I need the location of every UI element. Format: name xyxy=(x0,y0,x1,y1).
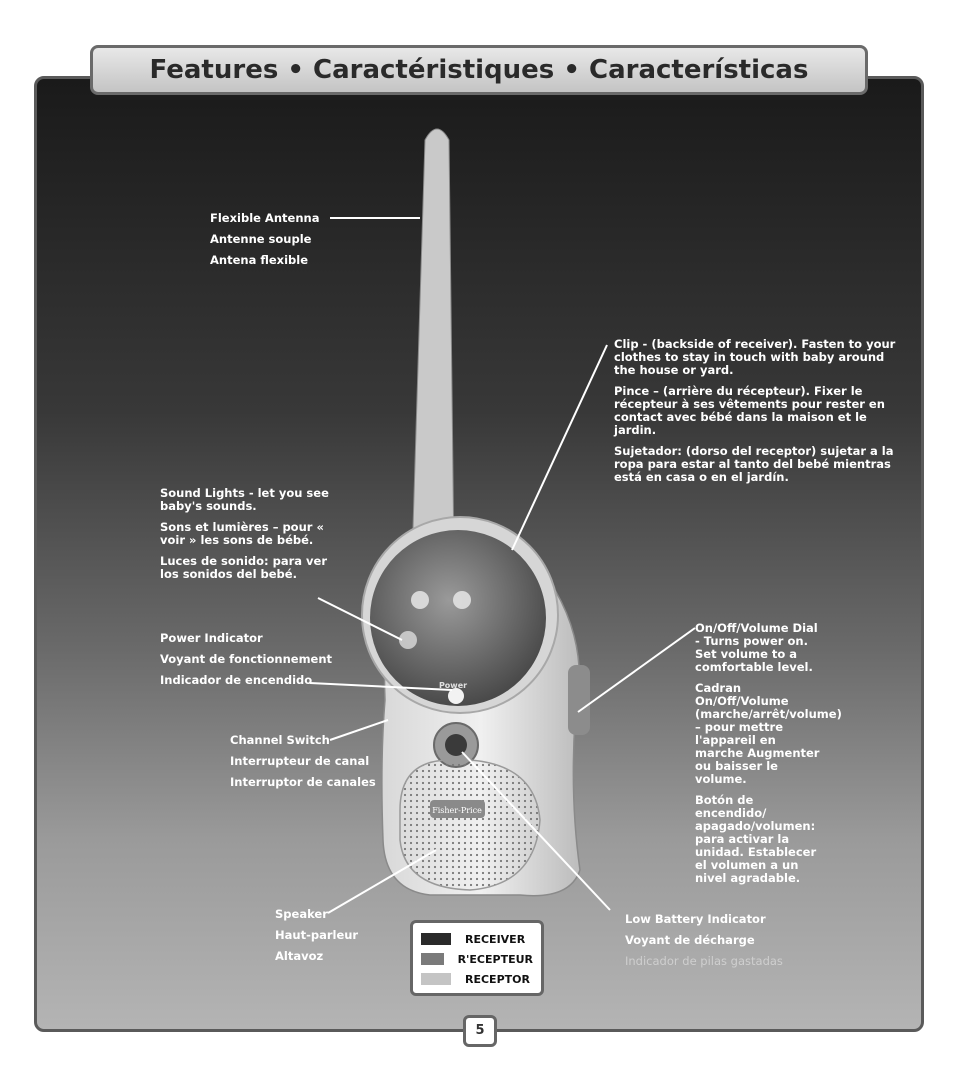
power-fr: Voyant de fonctionnement xyxy=(160,652,333,666)
legend-swatch xyxy=(421,953,444,965)
dial-es: Botón de encendido/ apagado/volumen: para activar la unidad. Establecer el volumen a un nivel agradable. xyxy=(695,793,817,885)
brand-text: Fisher-Price xyxy=(432,806,482,815)
legend-label: RECEPTOR xyxy=(465,972,530,986)
legend-swatch xyxy=(421,933,451,945)
label-clip xyxy=(614,338,899,492)
label-channel xyxy=(230,734,380,797)
speaker-grille xyxy=(400,760,540,890)
sound-light-2 xyxy=(453,591,471,609)
label-battery xyxy=(625,913,825,976)
sound-light-1 xyxy=(411,591,429,609)
antenna-es: Antena flexible xyxy=(210,253,308,267)
clip-fr: Pince – (arrière du récepteur). Fixer le récepteur à ses vêtements pour rester en contact avec bébé dans la maison et le jardin. xyxy=(614,384,885,437)
speaker-en: Speaker xyxy=(275,907,328,921)
sound-en: Sound Lights - let you see baby's sounds. xyxy=(160,486,329,513)
power-en: Power Indicator xyxy=(160,631,263,645)
volume-dial-shape xyxy=(568,665,590,735)
clip-en: Clip - (backside of receiver). Fasten to your clothes to stay in touch with baby around the house or yard. xyxy=(614,337,896,377)
page-title: Features • Caractéristiques • Características xyxy=(90,45,868,95)
antenna-en: Flexible Antenna xyxy=(210,211,320,225)
legend-row-receptor xyxy=(421,969,533,989)
color-legend xyxy=(410,920,544,996)
power-text: Power xyxy=(438,681,468,690)
clip-es: Sujetador: (dorso del receptor) sujetar a la ropa para estar al tanto del bebé mientras está en casa o en el jardín. xyxy=(614,444,894,484)
channel-es: Interruptor de canales xyxy=(230,775,376,789)
legend-row-receiver xyxy=(421,929,533,949)
legend-row-recepteur xyxy=(421,949,533,969)
battery-fr: Voyant de décharge xyxy=(625,933,755,947)
speaker-fr: Haut-parleur xyxy=(275,928,359,942)
battery-en: Low Battery Indicator xyxy=(625,912,766,926)
legend-label: R'ECEPTEUR xyxy=(457,952,533,966)
antenna-fr: Antenne souple xyxy=(210,232,312,246)
channel-fr: Interrupteur de canal xyxy=(230,754,370,768)
label-speaker xyxy=(275,908,375,971)
speaker-es: Altavoz xyxy=(275,949,324,963)
sound-fr: Sons et lumières – pour « voir » les sons de bébé. xyxy=(160,520,324,547)
sound-es: Luces de sonido: para ver los sonidos del bebé. xyxy=(160,554,328,581)
power-es: Indicador de encendido xyxy=(160,673,313,687)
dial-fr: Cadran On/Off/Volume (marche/arrêt/volume) – pour mettre l'appareil en marche Augmenter ou baisser le volume. xyxy=(695,681,842,786)
label-dial xyxy=(695,621,842,893)
dial-en: On/Off/Volume Dial - Turns power on. Set volume to a comfortable level. xyxy=(695,621,818,674)
legend-label: RECEIVER xyxy=(465,932,526,946)
channel-en: Channel Switch xyxy=(230,733,330,747)
sound-light-3 xyxy=(399,631,417,649)
legend-swatch xyxy=(421,973,451,985)
page-number: 5 xyxy=(463,1015,497,1047)
antenna-shape xyxy=(412,129,454,560)
label-antenna xyxy=(210,212,390,275)
battery-es: Indicador de pilas gastadas xyxy=(625,954,783,968)
label-sound-lights xyxy=(160,487,335,589)
power-light xyxy=(448,688,464,704)
label-power xyxy=(160,632,360,695)
